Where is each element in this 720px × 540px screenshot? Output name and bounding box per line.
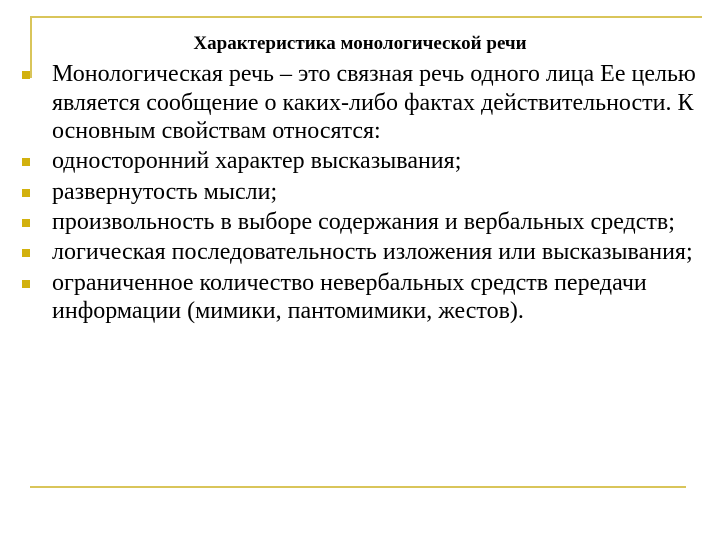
bullet-text: логическая последовательность изложения или высказывания; [52,239,693,266]
list-item [22,60,702,146]
list-item [22,208,702,237]
frame-top-line [30,16,702,18]
square-bullet-icon [22,219,30,227]
square-bullet-icon [22,158,30,166]
list-item [22,269,702,326]
slide-title: Характеристика монологической речи [193,33,527,54]
square-bullet-icon [22,280,30,288]
square-bullet-icon [22,249,30,257]
frame-bottom-line [30,486,686,488]
bullet-text: ограниченное количество невербальных средств передачи информации (мимики, пантомимики, жестов). [52,269,647,325]
bullet-text: Монологическая речь – это связная речь одного лица Ее целью является сообщение о каких-либо фактах действительности. К основным свойствам относятся: [52,61,696,145]
square-bullet-icon [22,189,30,197]
bullet-text: произвольность в выборе содержания и вербальных средств; [52,209,675,236]
bullet-text: развернутость мысли; [52,178,278,205]
bullet-list [22,60,702,327]
square-bullet-icon [22,71,30,79]
bullet-text: односторонний характер высказывания; [52,148,462,175]
list-item [22,178,702,207]
list-item [22,238,702,267]
list-item [22,147,702,176]
